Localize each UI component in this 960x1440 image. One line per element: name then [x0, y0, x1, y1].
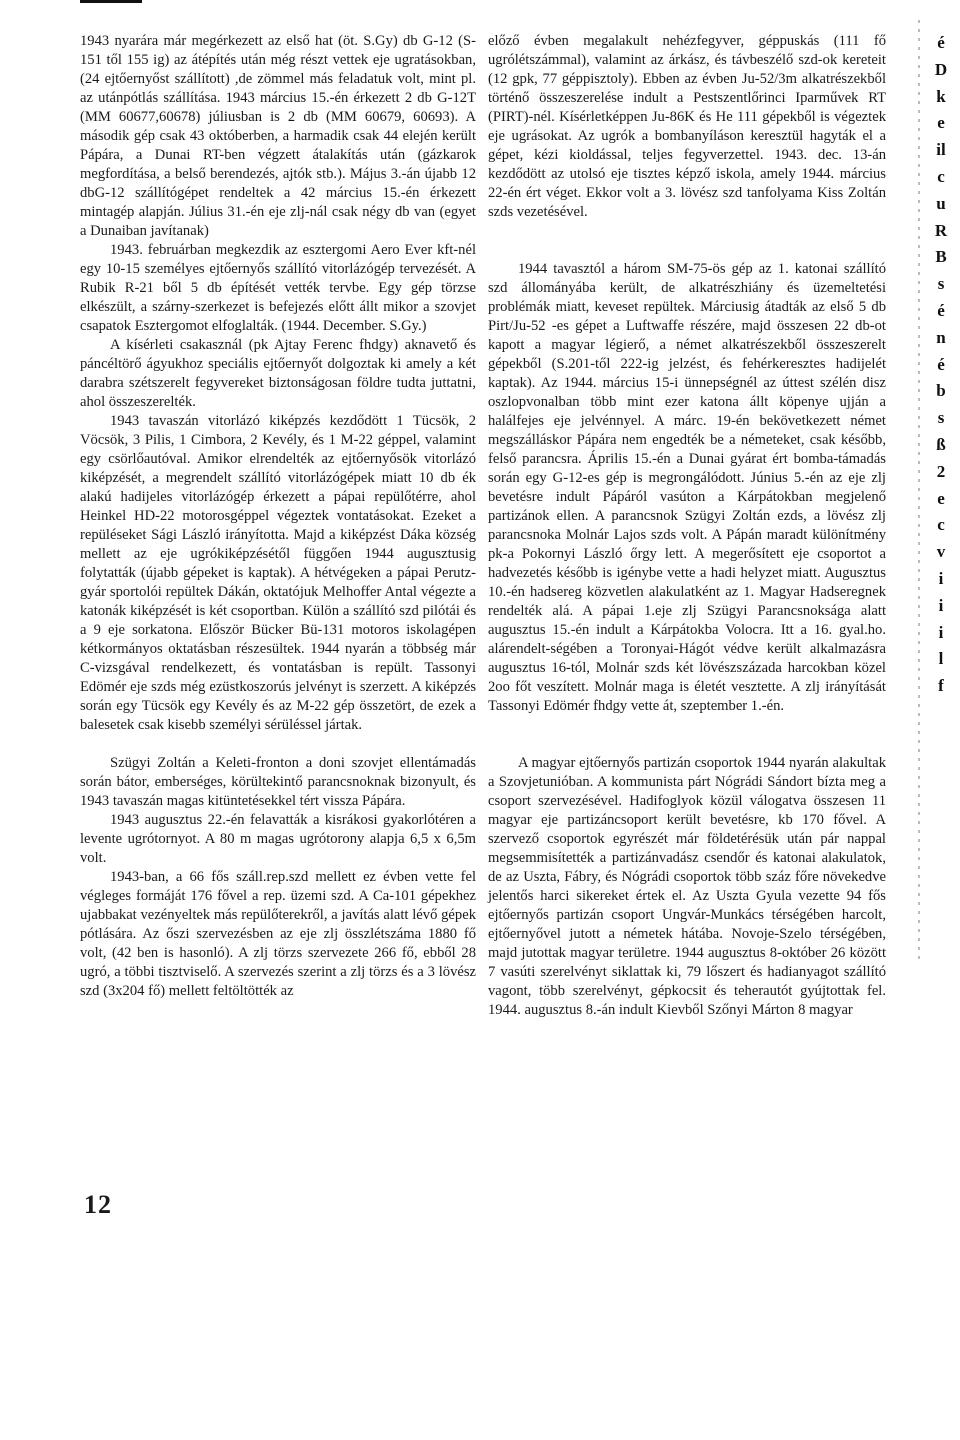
edge-fragment: b [936, 381, 946, 401]
left-column [80, 32, 476, 1001]
page-number: 12 [84, 1190, 112, 1219]
edge-fragment: ß [936, 434, 946, 454]
edge-fragment: i [938, 622, 944, 642]
edge-fragment: D [934, 59, 948, 79]
edge-fragment: il [936, 140, 946, 160]
top-rule [80, 0, 142, 3]
edge-fragment: f [938, 676, 944, 696]
edge-fragment: u [936, 193, 946, 213]
edge-fragment: n [936, 327, 946, 347]
edge-fragment: l [938, 649, 944, 669]
edge-fragment: c [937, 515, 945, 535]
paragraph: Szügyi Zoltán a Keleti-fronton a doni szovjet ellentámadás során bátor, emberséges, körültekintő parancsnoknak bizonyult, és 1943 tavaszán magas kitüntetésekkel tért vissza Pápára. [80, 755, 476, 809]
paragraph: 1944 tavasztól a három SM-75-ös gép az 1. katonai szállító szd állományába került, de alkatrészhiány és üzemeltetési problémák miatt, keveset repültek. Márciusig átadták az első 5 db Pirt/Ju-52 -es gépet a Luftwaffe részére, majd összesen 22 db-ot kapott a magyar légierő, a német alkatrészekből összeszerelt gépekből (S.201-től 222-ig jelzést, és fehérkeresztes hadijelét kaptak). Az 1944. március 15-i ünnepségnél az úttest szélén disz oszlopvonalban több mint ezer katona állt köpenye ujján a halálfejes eje jelvénnyel. A márc. 19-én bekövetkezett német megszálláskor Pápára nem engedték be a németeket, csak később, felső parancsra. Április 15.-én a Dunai gyárat ért bomba-támadás során egy G-12-es gép is megrongálódott. Június 5.-én az eje zlj bevetésre indult Pápáról vasúton a Kárpátokban megjelenő partizánok ellen. A parancsnok Szügyi Zoltán ezds, a lövész zlj parancsnoka Molnár Lajos szds volt. A Pápán maradt különítmény pk-a Pokornyi László őrgy lett. A megerősített eje csoportot a hadvezetés később is igénybe vette a hadi helyzet miatt. Augusztus 10.-én hadsereg közvetlen alakulatként az 1. Magyar Hadseregnek rendelték alá. A pápai 1.eje zlj Szügyi Parancsnoksága alatt augusztus 15.-én indult a Kárpátokba Volocra. Itt a 16. gyal.ho. alárendelt-ségében a Toronyai-Hágót védve került alkalmazásra augusztus 16-tól, Molnár szds két lövészszázada harcokban közel 2oo főt veszített. Molnár maga is életét vesztette. A zlj irányítását Tassonyi Edömér fhdgy vette át, szeptember 1.-én. [488, 261, 886, 714]
edge-fragment: é [937, 33, 945, 52]
edge-fragment: s [937, 274, 945, 294]
edge-fragment: i [938, 595, 944, 615]
paragraph: 1943 tavaszán vitorlázó kiképzés kezdődött 1 Tücsök, 2 Vöcsök, 3 Pilis, 1 Cimbora, 2 Kevély, és 1 M-22 géppel, valamint egy csörlőautóval. Amikor elrendelték az ejtőernyősök vitorlázó kiképzését, a megrendelt szállító vitorlázógépek miatt 10 db ék alakú hadijeles vitorlázógép érkezett a pápai repülőtérre, ahol Heinkel HD-22 motorosgéppel végeztek vontatásokat. Ezeket a repüléseket Sági László irányította. Majd a kiképzést Dáka község mellett az eje ugrókiképzésétől függően 1944 augusztusig folytatták (újabb gépeket is kaptak). A hétvégeken a pápai Perutz-gyár sportolói repültek Dákán, oktatójuk Melhoffer Antal végezte a katonák kiképzését is két csoportban. Külön a szállító szd pilótái és a 9 eje sorkatona. Először Bücker Bü-131 motoros iskolagépen kétkormányos oktatásban részesültek. 1944 nyarán a többség már C-vizsgával rendelkezett, és vontatásban is repült. Tassonyi Edömér eje szds még ezüstkoszorús jelvényt is szerzett. A kiképzés során egy Tücsök egy Kevély és az M-22 gép összetört, de ezek a balesetek csak kisebb személyi sérüléssel jártak. [80, 413, 476, 733]
edge-fragment: c [937, 166, 945, 186]
edge-fragment: e [937, 113, 945, 133]
edge-fragment: s [937, 408, 945, 428]
edge-fragment: i [938, 568, 944, 588]
facing-page-edge [926, 30, 956, 696]
paragraph: 1943 augusztus 22.-én felavatták a kisrákosi gyakorlótéren a levente ugrótornyot. A 80 m magas ugrótorony alapja 6,5 x 6,5m volt. [80, 812, 476, 866]
paragraph: A magyar ejtőernyős partizán csoportok 1944 nyarán alakultak a Szovjetunióban. A kommunista párt Nógrádi Sándort bízta meg a csoport szervezésével. Hadifoglyok közül válogatva összesen 11 magyar eje partizáncsoport került bevetésre, kb 170 fővel. A szervező csoportok egyrészét már földetérésük után pár nappal megsemmisítették a partizánvadász csendőr és katonai alakulatok, de az Uszta, Fábry, és Nógrádi csoportok több száz főre növekedve jelentős harci sikereket értek el. Az Uszta Gyula vezette 94 fős ejtőernyős partizán csoport Ungvár-Munkács térségében harcolt, ejtőernyővel jutott a németek hátába. Novoje-Szelo térségében, majd jutottak magyar területre. 1944 augusztus 8-október 26 között 7 vasúti szerelvényt siklattak ki, 79 lőszert és hadianyagot szállító vagont, több szerelvényt, gépkocsit és teherautót gyújtottak fel. 1944. augusztus 8.-án indult Kievből Szőnyi Márton 8 magyar [488, 755, 886, 1018]
right-column [488, 32, 886, 1020]
edge-fragment: R [934, 220, 948, 240]
scan-edge-line [918, 20, 920, 960]
edge-fragment: 2 [936, 461, 946, 481]
edge-fragment: k [936, 86, 946, 106]
paragraph: 1943 nyarára már megérkezett az első hat (öt. S.Gy) db G-12 (S-151 től 155 ig) az átépítés után még részt vettek eje ugratásokban, (24 ejtőernyőst szállított) ,de zömmel más feladatuk volt, mint pl. az utánpótlás szállítása. 1943 március 15.-én érkezett 2 db G-12T (MM 60677,60678) júliusban is 2 db (MM 60679, 60693). A második gép csak 43 októberben, a harmadik csak 44 elején került Pápára, a Dunai RT-ben végzett átalakítás után (gázkarok megfordítása, a belső berendezés, ajtók stb.). Május 3.-án újabb 12 dbG-12 szállítógépet rendeltek a 42 március 15.-én érkezett mintagép alapján. Július 31.-én eje zlj-nál csak négy db van (egyet a Dunaiban javítanak) [80, 33, 476, 239]
edge-fragment: é [937, 354, 945, 374]
paragraph: A kísérleti csakasznál (pk Ajtay Ferenc fhdgy) aknavető és páncéltörő ágyukhoz speciális ejtőernyőt dolgoztak ki amely a két darabra szétszerelt fegyvereket biztonságosan földre tudta juttatni, ahol összeszerelték. [80, 337, 476, 410]
edge-fragment: B [935, 247, 947, 267]
edge-fragment: é [937, 300, 945, 320]
paragraph: 1943-ban, a 66 fős száll.rep.szd mellett ez évben vette fel végleges formáját 176 fővel a rep. üzemi szd. A Ca-101 gépekhez ujabbakat vezényeltek más repülőterekről, a javítás alatt lévő gépek pótlására. Az őszi szervezésben az eje zlj összlétszáma 1880 fő volt, (42 ben is hasonló). A zlj törzs szervezete 266 fő, ebből 28 ugró, a többi tisztviselő. A szervezés szerint a zlj törzs és a 3 lövész szd (3x204 fő) mellett feltöltötték az [80, 869, 476, 999]
edge-fragment: v [936, 542, 946, 562]
paragraph: 1943. februárban megkezdik az esztergomi Aero Ever kft-nél egy 10-15 személyes ejtőernyős szállító vitorlázógép tervezését. A Rubik R-21 ből 5 db építését vették tervbe. Egy gép törzse elkészült, a szárny-szerkezet is befejezés előtt állt mikor a szovjet csapatok Esztergomot elfoglalták. (1944. December. S.Gy.) [80, 242, 476, 334]
paragraph: előző évben megalakult nehézfegyver, géppuskás (111 fő ugrólétszámmal), valamint az árkász, és távbeszélő szd-ok kereteit (12 gpk, 77 géppisztoly). Ebben az évben Ju-52/3m alkatrészekből történő összeszerelése indult a Pestszentlőrinci Iparművek RT (PIRT)-nél. Kísérletképpen Ju-86K és He 111 gépekből is végeztek eje ugrásokat. Az ugrók a bombanyíláson keresztül hagyták el a gépet, kézi kioldással, teljes fegyverzettel. 1943. dec. 13-án kezdődött az utolsó eje tisztes képző iskola, amely 1944. március 22-én ért véget. Ekkor volt a 3. lövész szd tanfolyama Kiss Zoltán szds vezetésével. [488, 33, 886, 220]
edge-fragment: e [937, 488, 945, 508]
